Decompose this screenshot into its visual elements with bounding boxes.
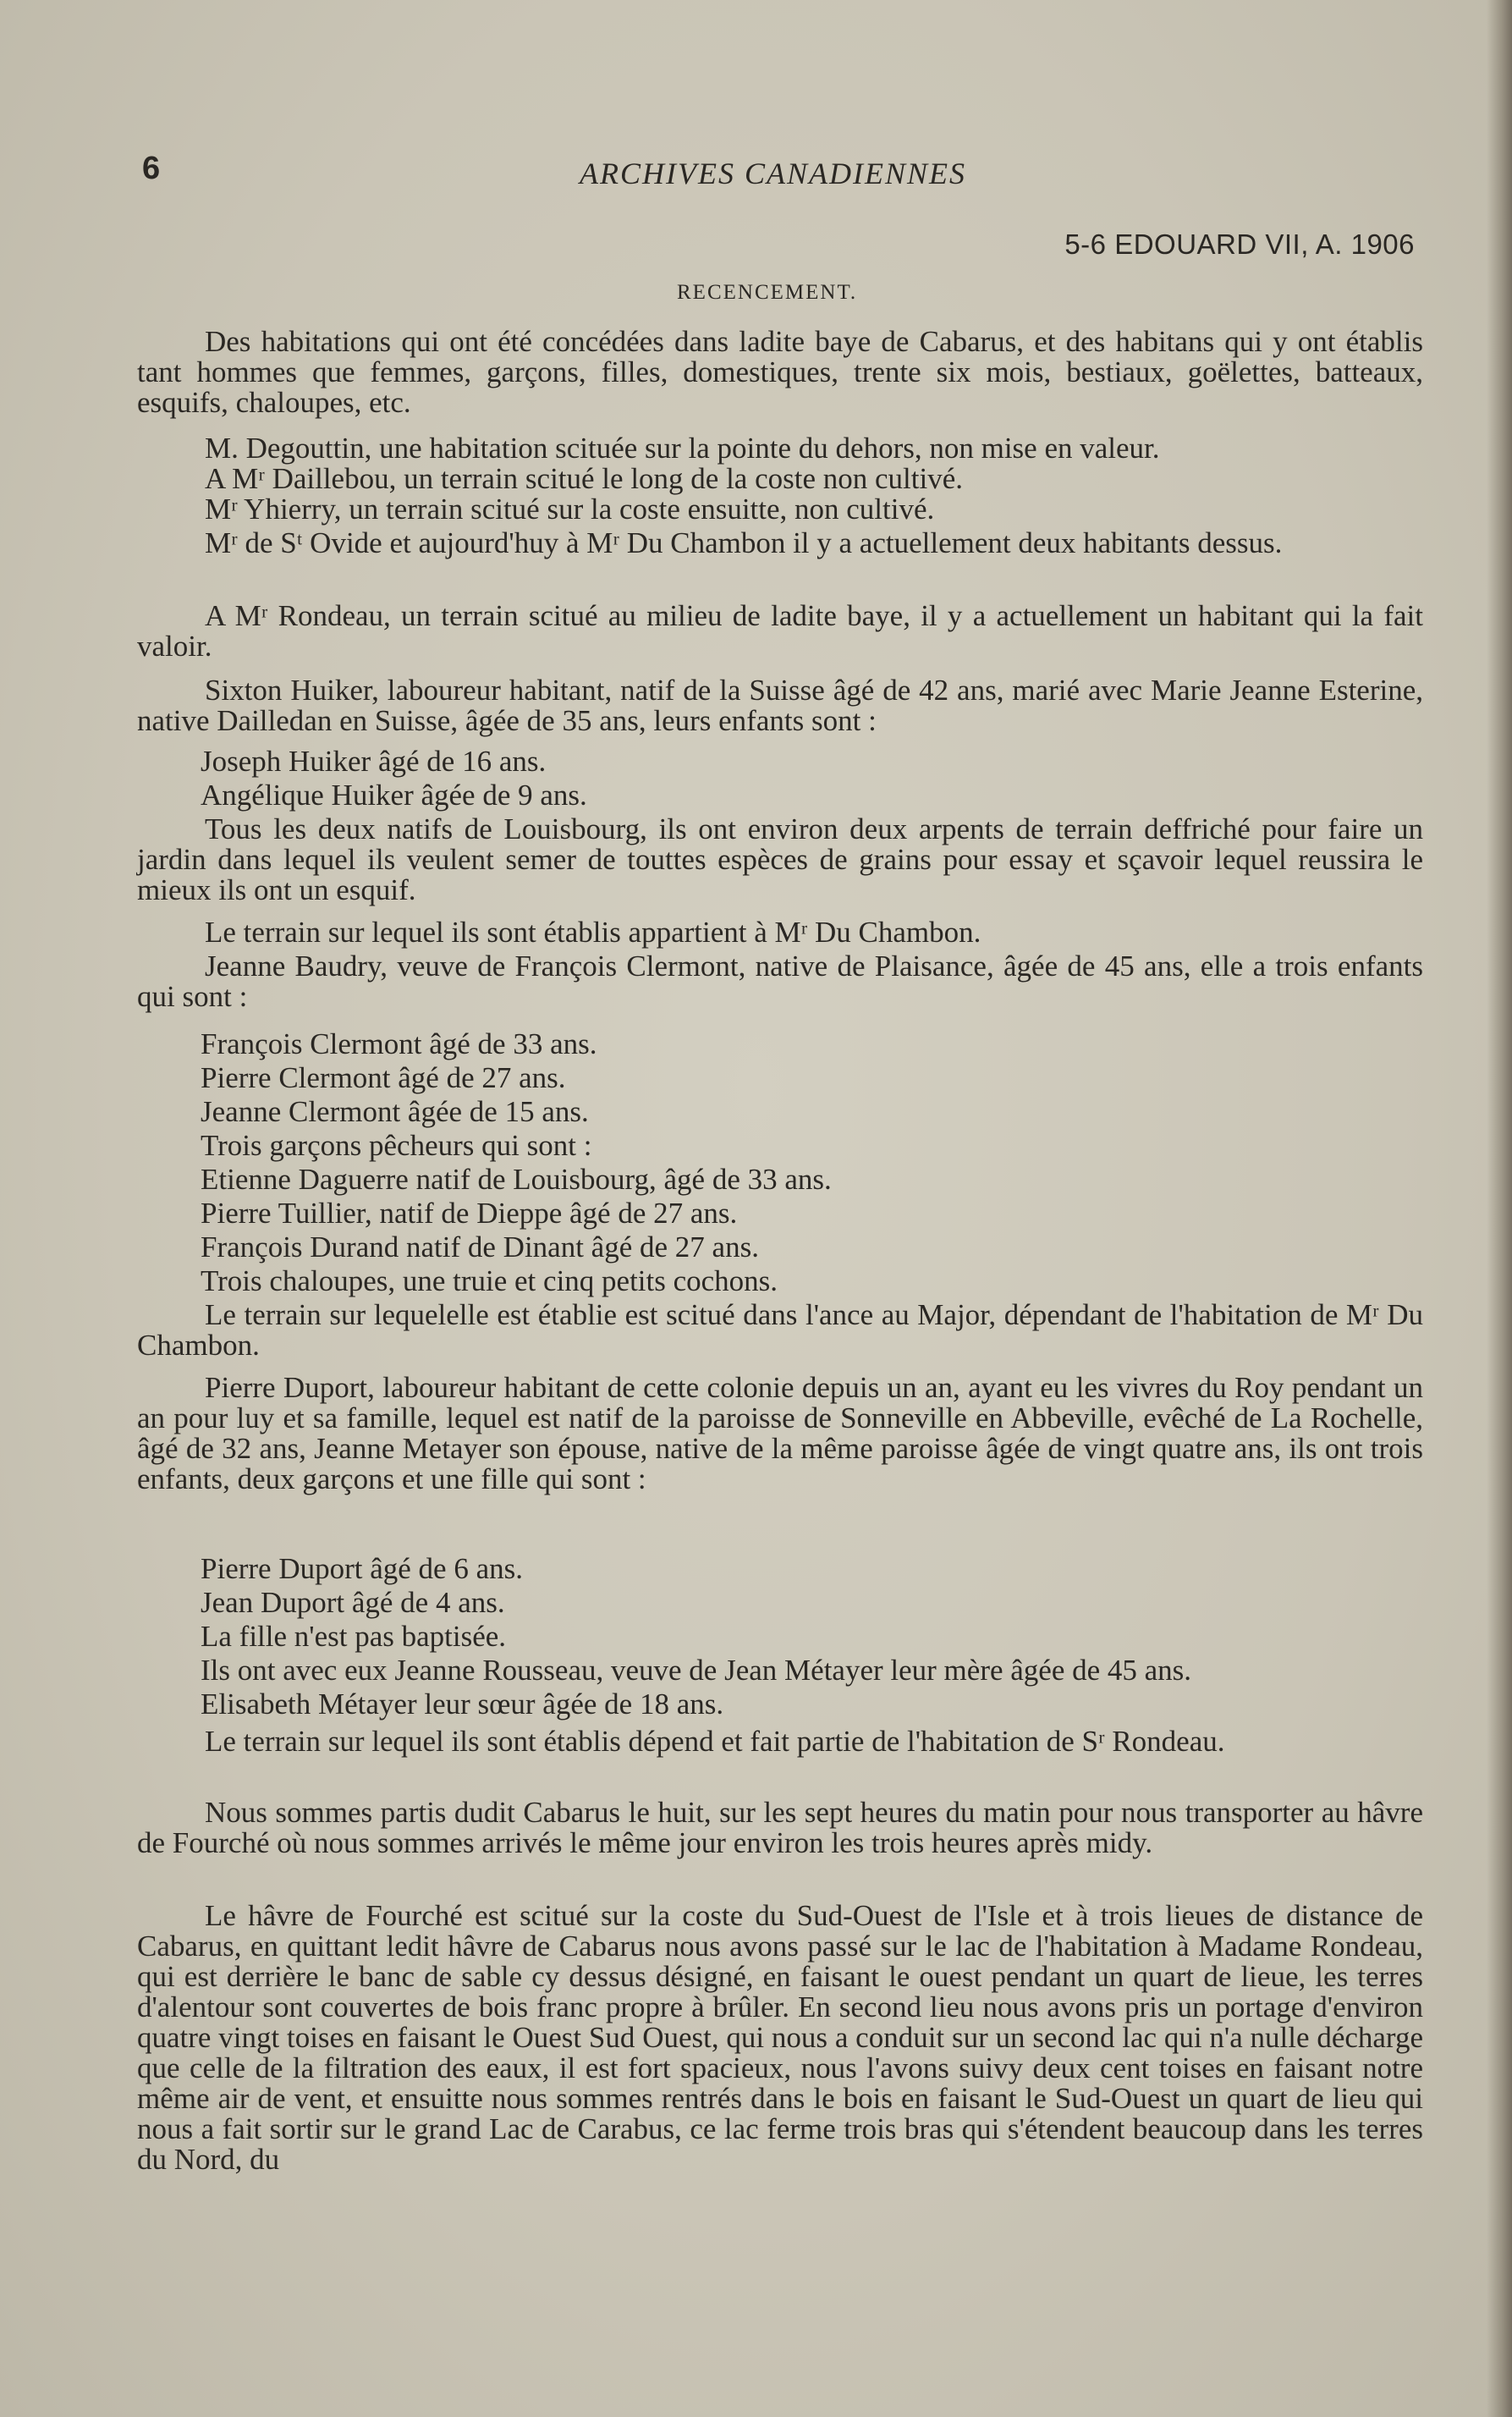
page-number: 6 [142,151,161,186]
paragraph: Le terrain sur lequelelle est établie est scitué dans l'ance au Major, dépendant de l'habitation de Mʳ Du Chambon. [137,1298,1423,1362]
list-item: Ils ont avec eux Jeanne Rousseau, veuve de Jean Métayer leur mère âgée de 45 ans. [201,1654,1192,1687]
paragraph: Pierre Duport, laboureur habitant de cette colonie depuis un an, ayant eu les vivres du Roy pendant un an pour luy et sa famille, lequel est natif de la paroisse de Sonneville en Abbeville, evêché de La Rochelle, âgé de 32 ans, Jeanne Metayer son épouse, native de la même paroisse âgée de vingt quatre ans, ils ont trois enfants, deux garçons et une fille qui sont : [137,1371,1423,1495]
paragraph: Le hâvre de Fourché est scitué sur la coste du Sud-Ouest de l'Isle et à trois lieues de distance de Cabarus, en quittant ledit hâvre de Cabarus nous avons passé sur le lac de l'habitation à Madame Rondeau, qui est derrière le banc de sable cy dessus désigné, en faisant le ouest pendant un quart de lieue, les terres d'alentour sont couvertes de bois franc propre à brûler. En second lieu nous avons pris un portage d'environ quatre vingt toises en faisant le Ouest Sud Ouest, qui nous a conduit sur un second lac qui n'a nulle décharge que celle de la filtration des eaux, il est fort spacieux, nous l'avons suivy deux cent toises en faisant notre même air de vent, et ensuitte nous sommes rentrés dans le bois en faisant le Sud-Ouest un quart de lieu qui nous a fait sortir sur le grand Lac de Carabus, ce lac ferme trois bras qui s'étendent beaucoup dans les terres du Nord, du [137,1899,1423,2176]
list-item: Etienne Daguerre natif de Louisbourg, âgé de 33 ans. [201,1163,832,1196]
session-label: 5-6 EDOUARD VII, A. 1906 [1064,228,1415,260]
list-item: Joseph Huiker âgé de 16 ans. [201,745,547,778]
list-item: Jeanne Clermont âgée de 15 ans. [201,1095,589,1128]
list-item: La fille n'est pas baptisée. [201,1620,507,1653]
list-item: Pierre Clermont âgé de 27 ans. [201,1061,566,1094]
paragraph: Le terrain sur lequel ils sont établis appartient à Mʳ Du Chambon. [205,916,981,949]
running-head: ARCHIVES CANADIENNES [580,157,966,190]
list-item: François Durand natif de Dinant âgé de 27 ans. [201,1231,759,1264]
paragraph: A Mʳ Daillebou, un terrain scitué le long de la coste non cultivé. [205,462,963,495]
list-item: Pierre Duport âgé de 6 ans. [201,1552,523,1585]
section-title: RECENCEMENT. [677,281,858,304]
paragraph: Jeanne Baudry, veuve de François Clermont, native de Plaisance, âgée de 45 ans, elle a trois enfants qui sont : [137,950,1423,1013]
list-item: Jean Duport âgé de 4 ans. [201,1586,505,1619]
paragraph: Mʳ Yhierry, un terrain scitué sur la coste ensuitte, non cultivé. [205,493,935,526]
paragraph: Nous sommes partis dudit Cabarus le huit, sur les sept heures du matin pour nous transporter au hâvre de Fourché où nous sommes arrivés le même jour environ les trois heures après midy. [137,1796,1423,1859]
list-item: Pierre Tuillier, natif de Dieppe âgé de 27 ans. [201,1197,738,1230]
paragraph: Mʳ de Sᵗ Ovide et aujourd'huy à Mʳ Du Chambon il y a actuellement deux habitants dessus. [205,526,1283,559]
paragraph: Des habitations qui ont été concédées dans ladite baye de Cabarus, et des habitans qui y ont établis tant hommes que femmes, garçons, filles, domestiques, trente six mois, bestiaux, goëlettes, batteaux, esquifs, chaloupes, etc. [137,325,1423,419]
list-item: François Clermont âgé de 33 ans. [201,1027,597,1060]
list-item: Trois chaloupes, une truie et cinq petits cochons. [201,1264,778,1297]
paragraph: Sixton Huiker, laboureur habitant, natif de la Suisse âgé de 42 ans, marié avec Marie Jeanne Esterine, native Dailledan en Suisse, âgée de 35 ans, leurs enfants sont : [137,674,1423,737]
page-edge-shadow [1487,0,1512,2417]
list-item: Angélique Huiker âgée de 9 ans. [201,779,587,812]
paragraph: M. Degouttin, une habitation scituée sur la pointe du dehors, non mise en valeur. [205,432,1160,465]
paragraph: A Mʳ Rondeau, un terrain scitué au milieu de ladite baye, il y a actuellement un habitant qui la fait valoir. [137,599,1423,663]
paragraph: Le terrain sur lequel ils sont établis dépend et fait partie de l'habitation de Sʳ Rondeau. [205,1725,1225,1758]
list-item: Trois garçons pêcheurs qui sont : [201,1129,592,1162]
paragraph: Tous les deux natifs de Louisbourg, ils ont environ deux arpents de terrain deffriché pour faire un jardin dans lequel ils veulent semer de touttes espèces de grains pour essay et sçavoir lequel reussira le mieux ils ont un esquif. [137,812,1423,906]
list-item: Elisabeth Métayer leur sœur âgée de 18 ans. [201,1687,724,1721]
